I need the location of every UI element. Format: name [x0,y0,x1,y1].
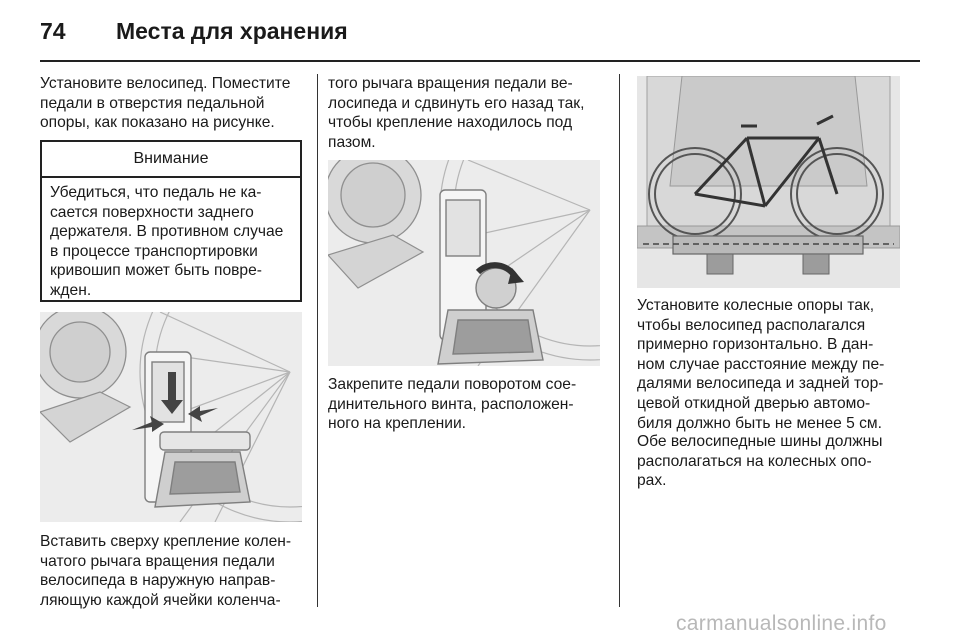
bicycle-on-carrier-drawing [637,76,900,288]
column-2-caption: Закрепите педали поворотом сое-динительного винта, расположен-ного на креплении. [328,376,577,433]
column-2 [328,74,600,152]
notice-box [40,140,302,302]
pedal-mount-drawing [40,312,302,522]
notice-heading: Внимание [42,142,300,178]
notice-text: Убедиться, что педаль не ка-сается поверхности заднего держателя. В противном случае в процессе транспортировки кривошип может быть повре-жден. [50,184,284,299]
column-3-caption-2: Обе велосипедные шины должны располагаться на колесных опо-рах. [637,433,883,490]
column-3-caption-block [637,296,900,433]
watermark: carmanualsonline.info [676,612,887,635]
column-1-caption-block [40,532,302,610]
column-3-caption-2-block [637,432,900,491]
page-title: Места для хранения [116,18,348,44]
pedal-mount-illustration [40,312,302,522]
column-1-caption: Вставить сверху крепление колен-чатого рычага вращения педали велосипеда в наружную направ-ляющую каждой ячейки коленча- [40,533,292,609]
column-2-caption-block [328,375,600,434]
column-divider-2 [619,74,620,607]
column-divider-1 [317,74,318,607]
page-header [40,14,920,54]
column-1-intro: Установите велосипед. Поместите педали в отверстия педальной опоры, как показано на рисунке. [40,75,291,132]
column-3-caption: Установите колесные опоры так, чтобы велосипед располагался примерно горизонтально. В дан-ном случае расстояние между пе-далями велосипеда и задней тор-цевой откидной дверью автомо-биля должно быть не менее 5 см. [637,297,885,432]
header-divider [40,60,920,62]
page-number: 74 [40,18,66,44]
pedal-screw-illustration [328,160,600,366]
bicycle-on-carrier-illustration [637,76,900,288]
column-2-intro: того рычага вращения педали ве-лосипеда и сдвинуть его назад так, чтобы крепление находилось под пазом. [328,75,585,151]
column-1 [40,74,302,133]
pedal-screw-drawing [328,160,600,366]
